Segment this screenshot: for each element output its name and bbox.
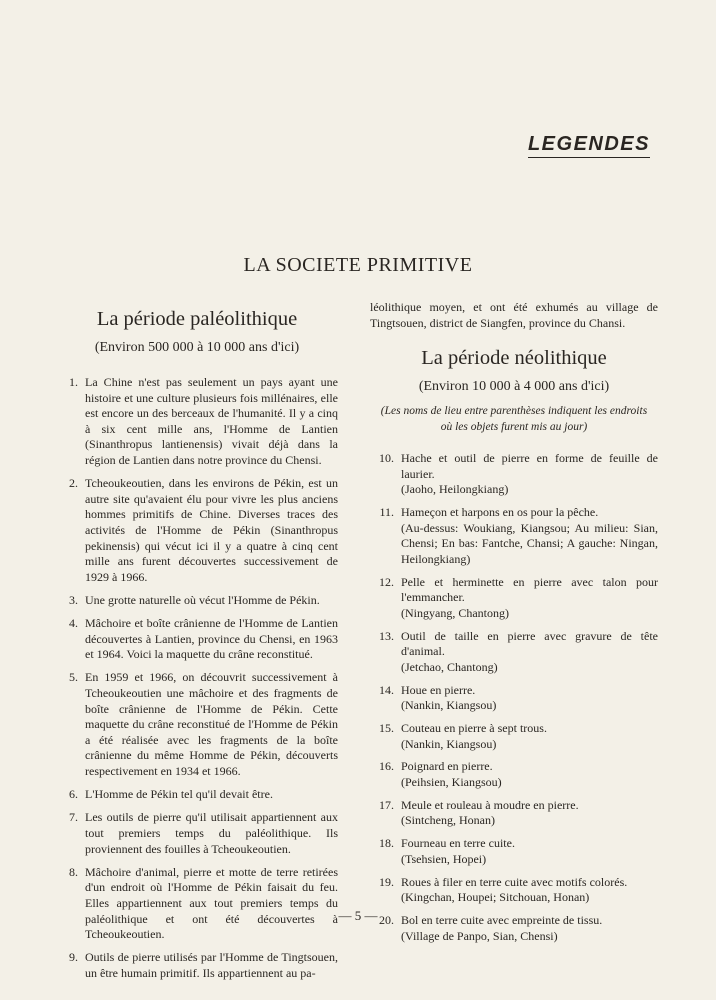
- item-description: Outil de taille en pierre avec gravure de tête d'animal.: [401, 628, 658, 659]
- item-number: 19.: [379, 874, 394, 889]
- item-text: [401, 759, 658, 790]
- item-number: 9.: [69, 950, 78, 965]
- item-number: 12.: [379, 574, 394, 589]
- item-text: Une grotte naturelle où vécut l'Homme de Pékin.: [85, 592, 320, 607]
- item-place: (Tsehsien, Hopei): [401, 851, 487, 866]
- right-column: [370, 300, 658, 951]
- page-number: — 5 —: [338, 908, 378, 923]
- item-number: 2.: [69, 476, 78, 491]
- list-item: [56, 865, 338, 943]
- item-text: [401, 629, 658, 676]
- item-number: 5.: [69, 670, 78, 685]
- list-item: [56, 810, 338, 857]
- list-item: [370, 759, 658, 790]
- item-number: 3.: [69, 592, 78, 607]
- list-item: [370, 505, 658, 567]
- section-title: LA SOCIETE PRIMITIVE: [243, 254, 473, 276]
- list-item: [370, 836, 658, 867]
- list-item: [370, 875, 658, 906]
- item-number: 7.: [69, 810, 78, 825]
- item-place: (Au-dessus: Woukiang, Kiangsou; Au milieu: Sian, Chensi; En bas: Fantche, Chansi; A gauche: Ningan, Heilongkiang): [401, 520, 658, 566]
- period-subtitle-paleolithic: (Environ 500 000 à 10 000 ans d'ici): [94, 340, 300, 355]
- list-item: [56, 616, 338, 663]
- item-place: (Sintcheng, Honan): [401, 813, 495, 828]
- list-item: [56, 950, 338, 981]
- item-description: Meule et rouleau à moudre en pierre.: [401, 797, 579, 812]
- list-item: [370, 629, 658, 676]
- item-number: 8.: [69, 864, 78, 879]
- list-item: [370, 721, 658, 752]
- item-text: [401, 721, 658, 752]
- item-number: 10.: [379, 451, 394, 466]
- legend-list-left: [56, 375, 338, 982]
- list-item: [370, 575, 658, 622]
- item-number: 17.: [379, 797, 394, 812]
- item-number: 15.: [379, 721, 394, 736]
- item-text: [401, 683, 658, 714]
- item-place: (Village de Panpo, Sian, Chensi): [401, 928, 558, 943]
- list-item: [56, 593, 338, 609]
- period-title-paleolithic: La période paléolithique: [96, 308, 298, 330]
- item-number: 11.: [379, 505, 394, 520]
- item-description: Poignard en pierre.: [401, 759, 493, 774]
- item-description: Bol en terre cuite avec empreinte de tissu.: [401, 912, 603, 927]
- item-place: (Peihsien, Kiangsou): [401, 775, 502, 789]
- item-description: Hache et outil de pierre en forme de feuille de laurier.: [401, 451, 658, 481]
- item-text: [401, 875, 658, 906]
- legend-list-right: [370, 451, 658, 944]
- legendes-heading: LEGENDES: [528, 133, 650, 158]
- item-text: [401, 836, 658, 867]
- item-place: (Nankin, Kiangsou): [401, 736, 497, 751]
- item-text: Outils de pierre utilisés par l'Homme de Tingtsouen, un être humain primitif. Ils appartiennent au pa-: [85, 950, 338, 980]
- list-item: [56, 476, 338, 585]
- item-9-continuation: léolithique moyen, et ont été exhumés au village de Tingtsouen, district de Siangfen, province du Chansi.: [370, 300, 658, 330]
- item-number: 14.: [379, 682, 394, 697]
- item-text: [401, 798, 658, 829]
- period-subtitle-neolithic: (Environ 10 000 à 4 000 ans d'ici): [418, 379, 610, 395]
- item-number: 4.: [69, 616, 78, 631]
- item-text: Tcheoukeoutien, dans les environs de Pékin, est un autre site qu'avaient élu pour vivre les plus anciens hommes primitifs de Chine. Diverses traces des activités de l'Homme de Pékin (Sinanthropus pekinensis) qui vécut ici il y a quatre à cinq cent mille ans furent découvertes successivement de 1929 à 1966.: [85, 476, 338, 584]
- item-text: [401, 575, 658, 622]
- item-number: 20.: [379, 912, 394, 927]
- item-place: (Ningyang, Chantong): [401, 605, 509, 620]
- item-text: L'Homme de Pékin tel qu'il devait être.: [85, 787, 273, 802]
- left-column: [56, 300, 338, 989]
- list-item: [370, 683, 658, 714]
- list-item: [56, 375, 338, 469]
- item-description: Houe en pierre.: [401, 682, 476, 697]
- item-number: 16.: [379, 759, 394, 774]
- period-title-neolithic: La période néolithique: [421, 347, 607, 370]
- item-description: Roues à filer en terre cuite avec motifs colorés.: [401, 874, 628, 889]
- item-place: (Jaoho, Heilongkiang): [401, 482, 509, 497]
- item-place: (Nankin, Kiangsou): [401, 698, 497, 713]
- list-item: [56, 787, 338, 803]
- item-text: La Chine n'est pas seulement un pays ayant une histoire et une culture plusieurs fois millénaires, elle est encore un des berceaux de l'humanité. Il y a cinq à six cent mille ans, l'Homme de Lantien (Sinanthropus lantienensis) vivait déjà dans la région de Lantien dans notre province du Chensi.: [85, 375, 338, 467]
- item-place: (Jetchao, Chantong): [401, 659, 498, 674]
- item-text: Les outils de pierre qu'il utilisait appartiennent aux tout premiers temps du paléolithique. Ils proviennent des fouilles à Tcheoukeoutien.: [85, 810, 338, 856]
- list-item: [370, 451, 658, 498]
- item-number: 1.: [69, 375, 78, 389]
- item-text: Mâchoire d'animal, pierre et motte de terre retirées d'un endroit où l'Homme de Pékin faisait du feu. Elles appartiennent aux tout premiers temps du paléolithique et ont été découvertes à Tcheoukeoutien.: [85, 864, 338, 942]
- item-place: (Kingchan, Houpei; Sitchouan, Honan): [401, 890, 590, 905]
- item-number: 6.: [69, 787, 78, 802]
- place-names-note: (Les noms de lieu entre parenthèses indiquent les endroits où les objets furent mis au jour): [380, 405, 648, 433]
- item-description: Pelle et herminette en pierre avec talon pour l'emmancher.: [401, 574, 658, 605]
- item-description: Hameçon et harpons en os pour la pêche.: [401, 505, 599, 520]
- item-text: En 1959 et 1966, on découvrit successivement à Tcheoukeoutien une mâchoire et des fragments de boîte crânienne de l'Homme de Pékin. Cette maquette du crâne reconstitué de l'Homme de Pékin a été réalisée avec les fragments de la boîte crânienne du même Homme de Pékin, découverts respectivement en 1934 et 1966.: [85, 670, 338, 779]
- item-text: [401, 451, 658, 498]
- item-number: 13.: [379, 628, 394, 643]
- item-text: [401, 505, 658, 567]
- item-text: Mâchoire et boîte crânienne de l'Homme de Lantien découvertes à Lantien, province du Chensi, en 1963 et 1964. Voici la maquette du crâne reconstitué.: [85, 616, 338, 662]
- item-number: 18.: [379, 836, 394, 851]
- list-item: [370, 798, 658, 829]
- item-description: Couteau en pierre à sept trous.: [401, 721, 547, 736]
- item-description: Fourneau en terre cuite.: [401, 836, 515, 851]
- list-item: [56, 670, 338, 779]
